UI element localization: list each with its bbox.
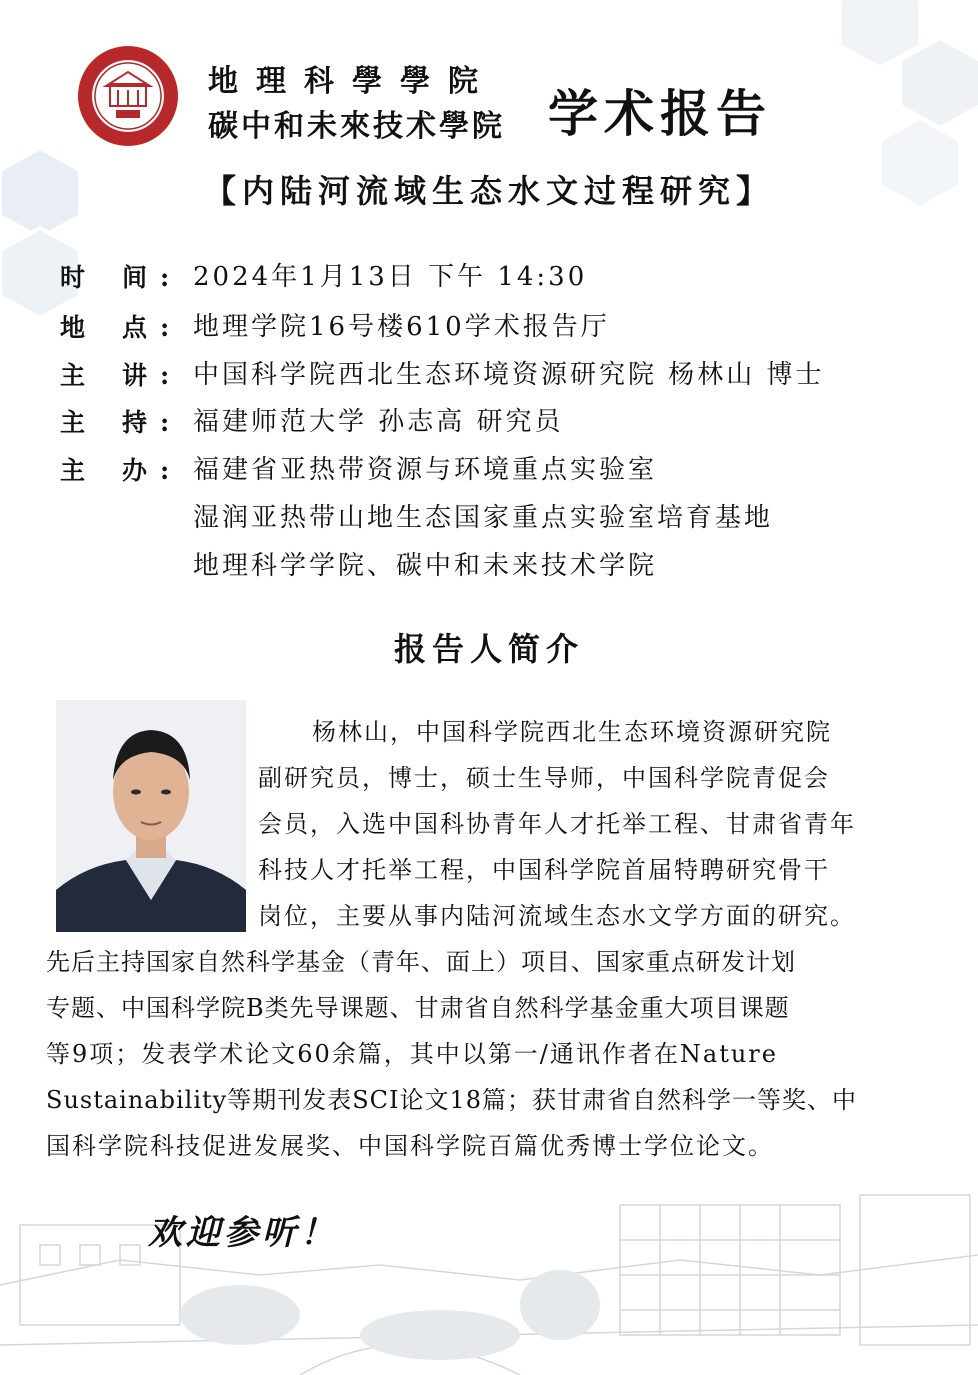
time-label: [60, 258, 190, 294]
speaker-colon: :: [160, 361, 170, 390]
school-name-line2: 碳中和未來技术學院: [208, 109, 505, 144]
place-label-char2: 点: [122, 313, 148, 342]
time-label-char2: 间: [122, 263, 148, 292]
bio-line-5: 岗位，主要从事内陆河流域生态水文学方面的研究。: [258, 902, 856, 930]
organizer-label-char1: 主: [60, 456, 86, 485]
welcome-text: 欢迎参听！: [148, 1213, 338, 1253]
speaker-label-char1: 主: [60, 361, 86, 390]
organizer-line-2: 湿润亚热带山地生态国家重点实验室培育基地: [193, 503, 774, 533]
place-colon: :: [160, 313, 170, 342]
time-value: 2024年1月13日 下午 14:30: [193, 262, 588, 292]
host-label-char2: 持: [122, 408, 148, 437]
lecture-topic: 【内陆河流域生态水文过程研究】: [203, 172, 774, 210]
bio-line-9: Sustainability等期刊发表SCI论文18篇；获甘肃省自然科学一等奖、中: [46, 1086, 858, 1114]
school-name-line1: 地理科學學院: [208, 64, 496, 99]
bio-line-4: 科技人才托举工程，中国科学院首届特聘研究骨干: [258, 856, 830, 884]
bio-line-10: 国科学院科技促进发展奖、中国科学院百篇优秀博士学位论文。: [46, 1132, 774, 1160]
organizer-line-3: 地理科学学院、碳中和未来技术学院: [193, 551, 658, 581]
bio-line-7: 专题、中国科学院B类先导课题、甘肃省自然科学基金重大项目课题: [46, 994, 790, 1022]
host-label: [60, 403, 190, 439]
bio-line-6: 先后主持国家自然科学基金（青年、面上）项目、国家重点研发计划: [46, 948, 796, 976]
bio-line-3: 会员，入选中国科协青年人才托举工程、甘肃省青年: [258, 810, 856, 838]
university-logo: [76, 44, 180, 148]
bio-line-8: 等9项；发表学术论文60余篇，其中以第一/通讯作者在Nature: [46, 1040, 778, 1068]
report-title: 学术报告: [548, 84, 772, 143]
host-colon: :: [160, 408, 170, 437]
host-value: 福建师范大学 孙志高 研究员: [193, 407, 564, 437]
bio-line-2: 副研究员，博士，硕士生导师，中国科学院青促会: [258, 764, 830, 792]
host-label-char1: 主: [60, 408, 86, 437]
campus-sketch-illustration: [0, 1165, 978, 1375]
speaker-label: [60, 356, 190, 392]
organizer-label: [60, 451, 190, 487]
place-label: [60, 308, 190, 344]
place-value: 地理学院16号楼610学术报告厅: [193, 312, 610, 342]
speaker-value: 中国科学院西北生态环境资源研究院 杨林山 博士: [193, 360, 825, 390]
place-label-char1: 地: [60, 313, 86, 342]
time-label-char1: 时: [60, 263, 86, 292]
speaker-label-char2: 讲: [122, 361, 148, 390]
organizer-line-1: 福建省亚热带资源与环境重点实验室: [193, 455, 658, 485]
time-colon: :: [160, 263, 170, 292]
organizer-colon: :: [160, 456, 170, 485]
bio-title: 报告人简介: [393, 630, 584, 668]
organizer-label-char2: 办: [122, 456, 148, 485]
speaker-photo: [56, 700, 246, 932]
bio-line-1: 杨林山，中国科学院西北生态环境资源研究院: [312, 718, 832, 746]
